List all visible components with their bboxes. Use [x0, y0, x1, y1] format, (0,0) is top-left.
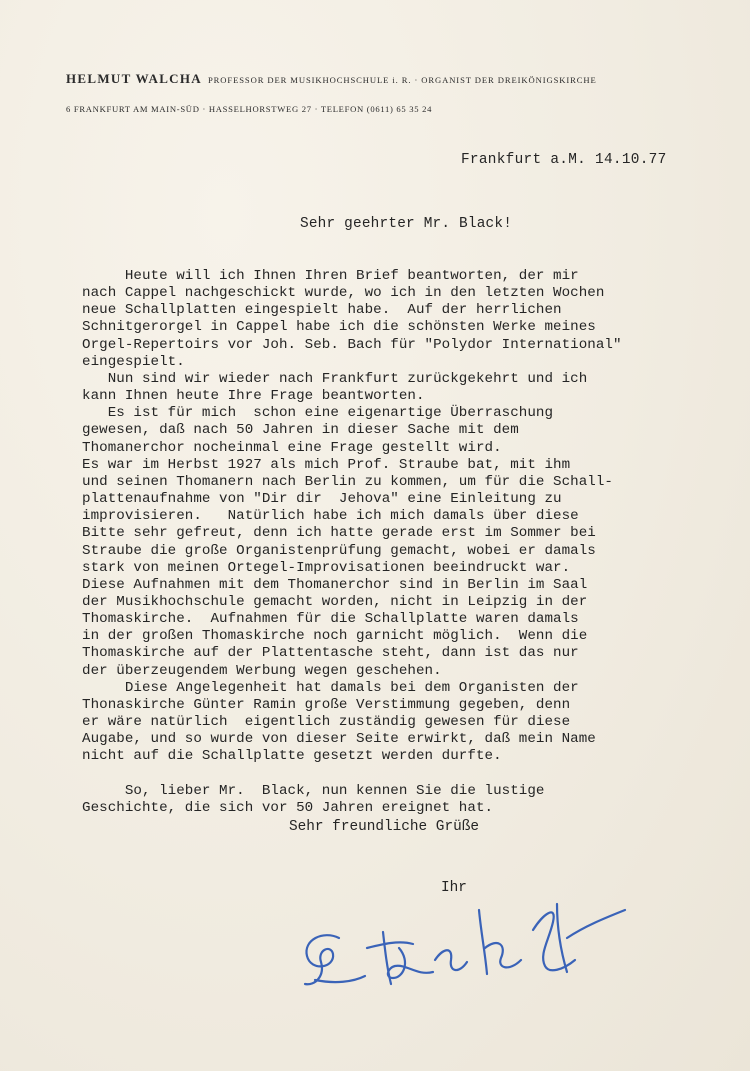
- body-line: gewesen, daß nach 50 Jahren in dieser Sache mit dem: [82, 422, 519, 439]
- body-line: Augabe, und so wurde von dieser Seite erwirkt, daß mein Name: [82, 731, 596, 748]
- body-line: plattenaufnahme von "Dir dir Jehova" eine Einleitung zu: [82, 491, 562, 508]
- body-line: Straube die große Organistenprüfung gemacht, wobei er damals: [82, 542, 596, 559]
- body-line: eingespielt.: [82, 353, 185, 370]
- body-line: in der großen Thomaskirche noch garnicht möglich. Wenn die: [82, 628, 588, 645]
- body-line: improvisieren. Natürlich habe ich mich damals über diese: [82, 508, 579, 525]
- body-line: Nun sind wir wieder nach Frankfurt zurückgekehrt und ich: [82, 370, 588, 387]
- body-line: neue Schallplatten eingespielt habe. Auf der herrlichen: [82, 302, 562, 319]
- sender-address: 6 FRANKFURT AM MAIN-SÜD · HASSELHORSTWEG 27 · TELEFON (0611) 65 35 24: [66, 104, 433, 114]
- salutation: Sehr geehrter Mr. Black!: [300, 216, 513, 232]
- body-line: Bitte sehr gefreut, denn ich hatte gerade erst im Sommer bei: [82, 525, 596, 542]
- body-line: Heute will ich Ihnen Ihren Brief beantworten, der mir: [82, 268, 579, 284]
- body-line: nicht auf die Schallplatte gesetzt werden durfte.: [82, 748, 502, 765]
- body-line: nach Cappel nachgeschickt wurde, wo ich in den letzten Wochen: [82, 285, 605, 302]
- body-line: Thomaskirche. Aufnahmen für die Schallplatte waren damals: [82, 611, 579, 628]
- body-line: kann Ihnen heute Ihre Frage beantworten.: [82, 388, 425, 405]
- letter-date: Frankfurt a.M. 14.10.77: [461, 152, 667, 168]
- body-line: stark von meinen Ortegel-Improvisationen beeindruckt war.: [82, 559, 571, 576]
- body-line: er wäre natürlich eigentlich zuständig gewesen für diese: [82, 714, 571, 731]
- body-line: Thomaskirche auf der Plattentasche steht, dann ist das nur: [82, 645, 579, 662]
- body-line: Orgel-Repertoirs vor Joh. Seb. Bach für "Polydor International": [82, 336, 622, 353]
- letter-body: [82, 268, 622, 817]
- body-line: [82, 766, 622, 783]
- body-line: Es war im Herbst 1927 als mich Prof. Straube bat, mit ihm: [82, 456, 571, 473]
- body-line: Geschichte, die sich vor 50 Jahren ereignet hat.: [82, 799, 494, 816]
- body-line: Es ist für mich schon eine eigenartige Überraschung: [82, 405, 554, 422]
- valediction: Ihr: [441, 880, 467, 896]
- body-line: und seinen Thomanern nach Berlin zu kommen, um für die Schall-: [82, 473, 613, 490]
- sender-title: PROFESSOR DER MUSIKHOCHSCHULE i. R. · ORGANIST DER DREIKÖNIGSKIRCHE: [207, 75, 597, 85]
- closing: Sehr freundliche Grüße: [289, 819, 479, 835]
- body-line: Thonaskirche Günter Ramin große Verstimmung gegeben, denn: [82, 696, 571, 713]
- signature-image: [295, 888, 635, 998]
- body-line: der Musikhochschule gemacht worden, nicht in Leipzig in der: [82, 593, 588, 610]
- sender-name: HELMUT WALCHA: [66, 71, 202, 86]
- body-line: Schnitgerorgel in Cappel habe ich die schönsten Werke meines: [82, 319, 596, 336]
- letterhead-line: [66, 70, 597, 88]
- body-line: Diese Angelegenheit hat damals bei dem Organisten der: [82, 679, 579, 696]
- body-line: So, lieber Mr. Black, nun kennen Sie die lustige: [82, 782, 545, 799]
- body-line: Thomanerchor nocheinmal eine Frage gestellt wird.: [82, 439, 502, 456]
- body-line: der überzeugendem Werbung wegen geschehen.: [82, 662, 442, 679]
- body-line: Diese Aufnahmen mit dem Thomanerchor sind in Berlin im Saal: [82, 576, 588, 593]
